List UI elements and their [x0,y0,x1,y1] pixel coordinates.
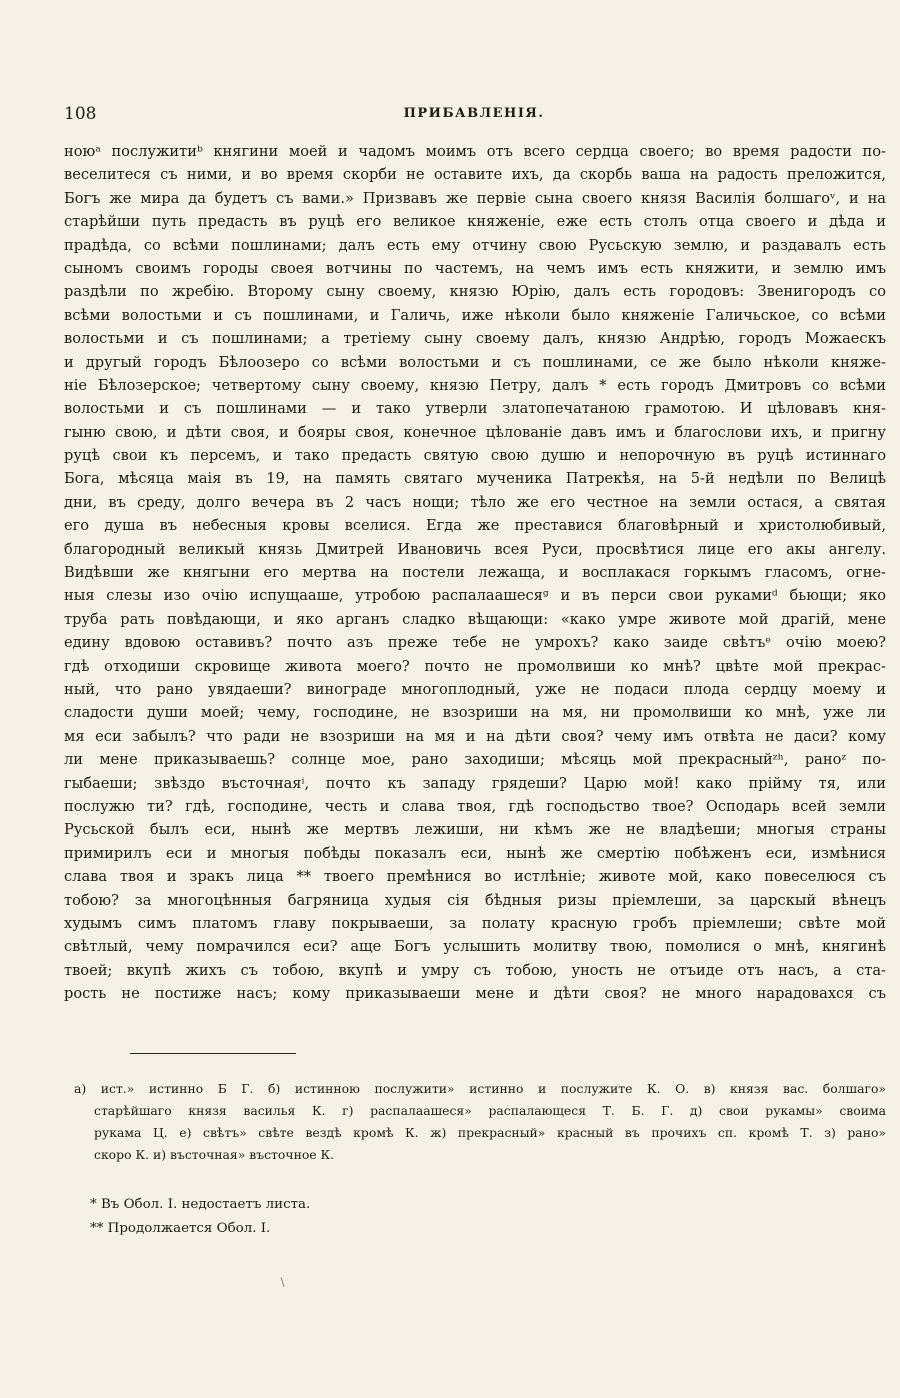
text-line: примирилъ еси и многыя побѣды показалъ еси, нынѣ же смертію побѣженъ еси, измѣнися [64,844,886,862]
text-line: ный, что рано увядаеши? винограде многоплодный, уже не подаси плода сердцу моему и [64,680,886,698]
variant-note-line: рукама Ц. е) свѣтъ» свѣте вездѣ кромѣ К. ж) прекрасный» красный въ прочихъ сп. кромѣ Т. з) рано» [94,1125,886,1140]
text-line: гыню свою, и дѣти своя, и бояры своя, конечное цѣлованіе давъ имъ и благослови ихъ, и пригну [64,423,886,441]
text-line: послужю ти? гдѣ, господине, честь и слава твоя, гдѣ господьство твое? Осподарь всей земли [64,797,886,815]
page-mark [280,1277,284,1287]
text-line: руцѣ свои къ персемъ, и тако предасть святую свою душю и непорочную въ руцѣ истиннаго [64,447,886,465]
text-line: едину вдовою оставивъ? почто азъ преже тебе не умрохъ? како заиде свѣтъᵉ очію моею? [64,634,886,652]
text-line: мя еси забылъ? что ради не взозриши на мя и на дѣти своя? чему имъ отвѣта не даси? кому [64,727,886,745]
text-line: худымъ симъ платомъ главу покрываеши, за полату красную гробъ пріемлеши; свѣте мой [64,914,886,932]
text-line: прадѣда, со всѣми пошлинами; далъ есть ему отчину свою Русьскую землю, и раздавалъ есть [64,236,886,254]
text-line: нoюᵃ послужитиᵇ княгини моей и чадомъ моимъ отъ всего сердца своего; во время радости по- [64,143,886,160]
text-line: свѣтлый, чему помрачился еси? аще Богъ услышить молитву твою, помолися о мнѣ, княгинѣ [64,938,886,956]
page-header [64,104,884,128]
text-line: его душа въ небесныя кровы вселися. Егда же преставися благовѣрный и христолюбивый, [64,517,886,535]
main-text [64,140,886,1005]
text-line: слава твоя и зракъ лица ** твоего премѣнися во истлѣніе; животе мой, како повеселюся съ [64,868,886,886]
running-title: ПРИБАВЛЕНІЯ. [403,106,545,121]
text-line: и другый городъ Бѣлоозеро со всѣми волостьми и съ пошлинами, се же было нѣколи княже- [64,353,886,371]
text-line: ныя слезы изо очію испущааше, утробою распалаашесяᵍ и въ перси свои рукамиᵈ бьющи; яко [64,587,886,605]
text-line: рость не постиже насъ; кому приказываеши мене и дѣти своя? не много нарадовахся съ [64,985,886,1003]
footnote-separator [130,1053,296,1054]
text-line: волостьми и съ пошлинами; а третіему сыну своему далъ, князю Андрѣю, городъ Можаескъ [64,330,886,348]
variant-note-line: старѣйшаго князя василья К. г) распалаашеся» распалающеся Т. Б. Г. д) свои рукамы» своима [94,1103,886,1118]
text-line: Богъ же мира да будетъ съ вами.» Призвавъ же первіе сына своего князя Василія болшагоᵛ, и на [64,189,886,207]
text-line: труба рать повѣдающи, и яко арганъ сладко вѣщающи: «како умре животе мой драгій, мене [64,610,886,628]
text-line: волостьми и съ пошлинами — и тако утверли златопечатаною грамотою. И цѣловавъ кня- [64,400,886,418]
text-line: всѣми волостьми и съ пошлинами, и Галичь, иже нѣколи было княженіе Галичьское, со всѣми [64,306,886,324]
text-line: Русьской былъ еси, нынѣ же мертвъ лежиши, ни кѣмъ же не владѣеши; многыя страны [64,821,886,839]
text-line: сыномъ своимъ городы своея вотчины по частемъ, на чемъ имъ есть княжити, и землю имъ [64,259,886,277]
asterisk-note: ** Продолжается Обол. I. [90,1221,271,1236]
text-line: веселитеся съ ними, и во время скорби не оставите ихъ, да скорбь ваша на радость преложится, [64,166,886,184]
text-line: Видѣвши же княгыни его мертва на постели лежаща, и восплакася горкымъ гласомъ, огне- [64,564,886,582]
variant-note-line: скоро К. и) въсточная» въсточное К. [94,1147,335,1162]
text-line: старѣйши путь предасть въ руцѣ его великое княженіе, еже есть столъ отца своего и дѣда и [64,213,886,231]
text-line: тобою? за многоцѣнныя багряница худыя сія бѣдныя ризы пріемлеши, за царскый вѣнецъ [64,891,886,909]
text-line: гдѣ отходиши скровище живота моего? почто не промолвиши ко мнѣ? цвѣте мой прекрас- [64,657,886,675]
text-line: благородный великый князь Дмитрей Ивановичь всея Руси, просвѣтися лице его акы ангелу. [64,540,886,558]
text-line: сладости души моей; чему, господине, не взозриши на мя, ни промолвиши ко мнѣ, уже ли [64,704,886,722]
text-line: дни, въ среду, долго вечера въ 2 часъ нощи; тѣло же его честное на земли остася, а святая [64,493,886,511]
text-line: ли мене приказываешь? солнце мое, рано заходиши; мѣсяць мой прекрасныйᶻʰ, раноᶻ по- [64,751,886,769]
asterisk-notes [90,1193,590,1241]
variant-note-line: а) ист.» истинно Б Г. б) истинною послужити» истинно и послужите К. О. в) князя вас. болшаго» [74,1081,886,1096]
text-line: твоей; вкупѣ жихъ съ тобою, вкупѣ и умру съ тобою, уность не отъиде отъ насъ, а ста- [64,961,886,979]
text-line: раздѣли по жребію. Второму сыну своему, князю Юрію, далъ есть городовъ: Звенигородъ со [64,283,886,301]
page-number: 108 [64,104,97,124]
variant-notes [74,1078,886,1166]
text-line: Бога, мѣсяца маія въ 19, на память святаго мученика Патрекѣя, на 5-й недѣли по Велицѣ [64,470,886,488]
text-line: гыбаеши; звѣздо въсточнаяⁱ, почто къ западу грядеши? Царю мой! како прійму тя, или [64,774,886,792]
asterisk-note: * Въ Обол. I. недостаетъ листа. [90,1197,311,1212]
text-line: ніе Бѣлозерское; четвертому сыну своему, князю Петру, далъ * есть городъ Дмитровъ со всѣми [64,376,886,394]
